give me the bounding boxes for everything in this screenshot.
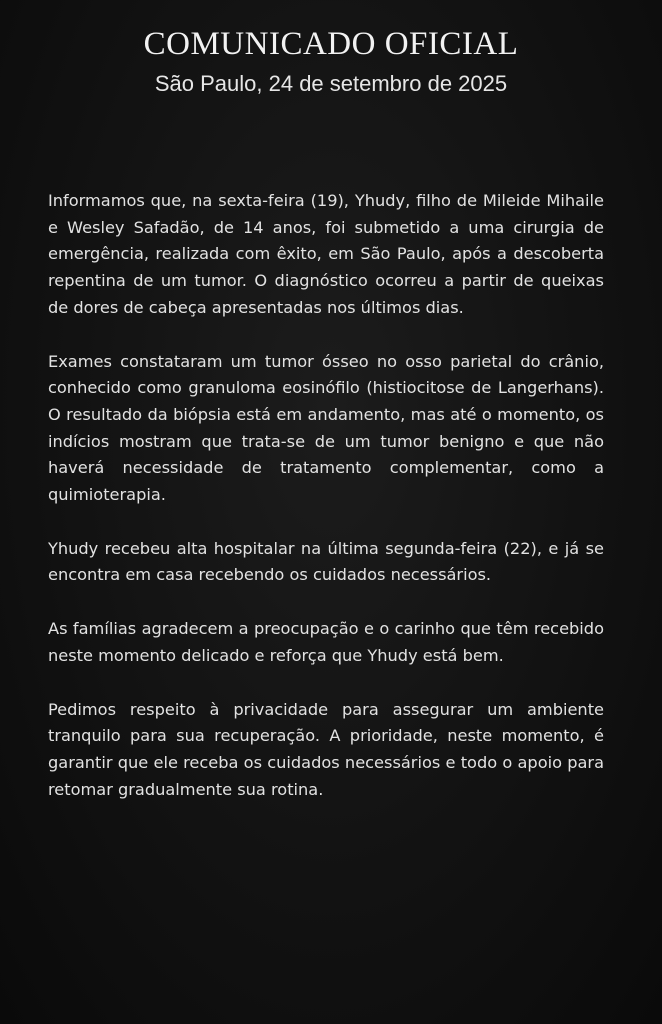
paragraph-diagnosis: Exames constataram um tumor ósseo no osso parietal do crânio, conhecido como granuloma eosinófilo (histiocitose de Langerhans). O resultado da biópsia está em andamento, mas até o momento, os indícios mostram que trata-se de um tumor benigno e que não haverá necessidade de tratamento complementar, como a quimioterapia.	[48, 351, 604, 505]
paragraph-surgery: Informamos que, na sexta-feira (19), Yhudy, filho de Mileide Mihaile e Wesley Safadão, de 14 anos, foi submetido a uma cirurgia de emergência, realizada com êxito, em São Paulo, após a descoberta repentina de um tumor. O diagnóstico ocorreu a partir de queixas de dores de cabeça apresentadas nos últimos dias.	[48, 191, 604, 317]
paragraph-gratitude: As famílias agradecem a preocupação e o carinho que têm recebido neste momento delicado e reforça que Yhudy está bem.	[48, 619, 604, 665]
paragraph-discharge: Yhudy recebeu alta hospitalar na última segunda-feira (22), e já se encontra em casa recebendo os cuidados necessários.	[48, 538, 604, 585]
page-title: COMUNICADO OFICIAL	[143, 26, 519, 62]
paragraph-privacy: Pedimos respeito à privacidade para assegurar um ambiente tranquilo para sua recuperação. A prioridade, neste momento, é garantir que ele receba os cuidados necessários e todo o apoio para retomar gradualmente sua rotina.	[48, 699, 604, 799]
statement-body	[48, 188, 604, 830]
date-line: São Paulo, 24 de setembro de 2025	[154, 71, 508, 96]
